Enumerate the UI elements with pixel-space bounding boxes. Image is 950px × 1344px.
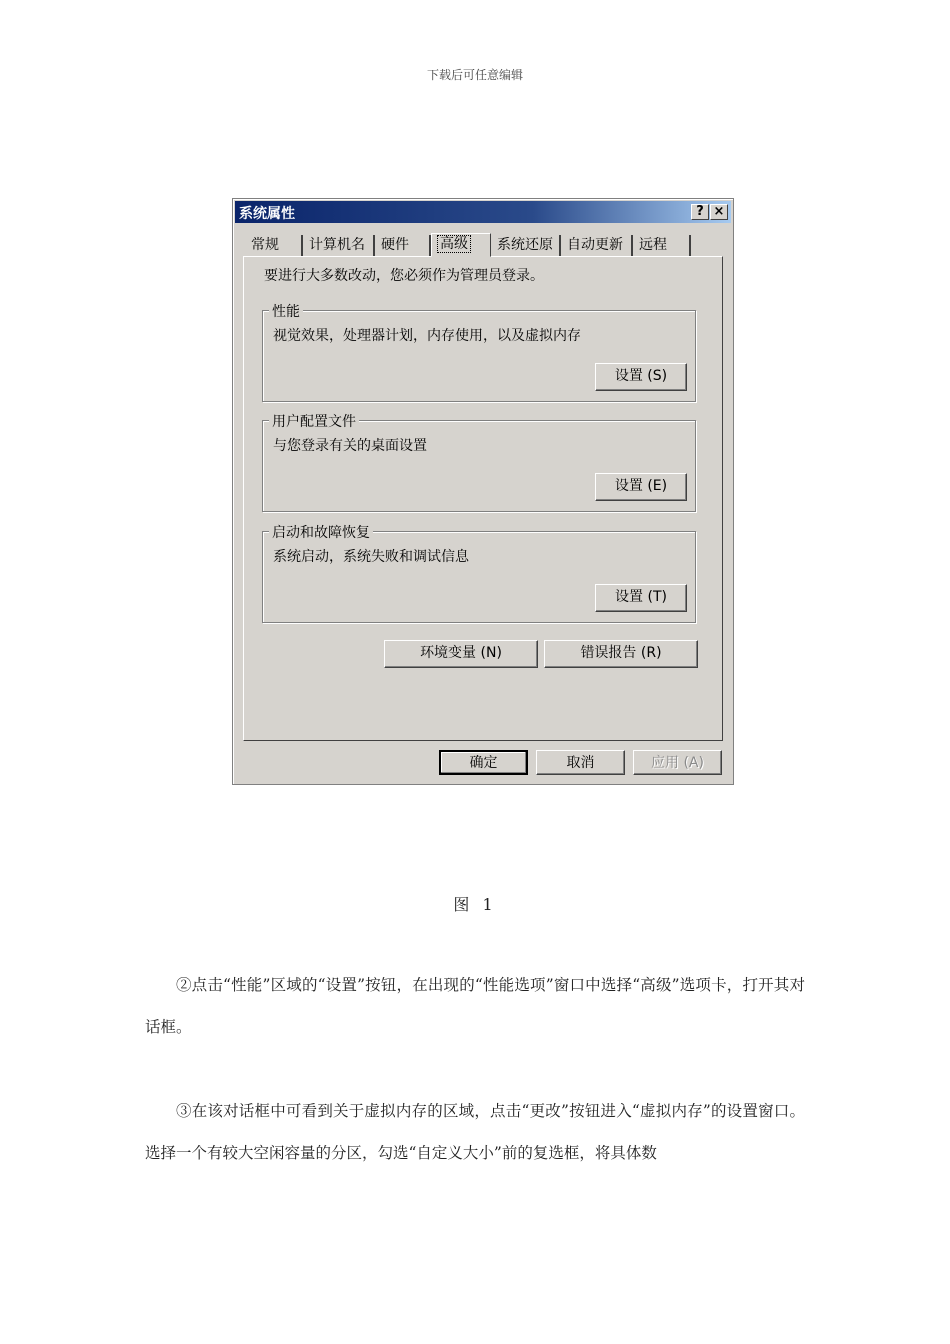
admin-notice: 要进行大多数改动，您必须作为管理员登录。	[264, 268, 544, 284]
environment-variables-button[interactable]: 环境变量 (N)	[384, 640, 538, 668]
tab-automatic-updates[interactable]: 自动更新	[561, 235, 633, 257]
startup-recovery-settings-button[interactable]: 设置 (T)	[595, 584, 687, 612]
user-profiles-settings-button[interactable]: 设置 (E)	[595, 473, 687, 501]
ok-button[interactable]: 确定	[439, 750, 528, 775]
tab-general[interactable]: 常规	[245, 235, 303, 257]
performance-title: 性能	[269, 301, 303, 321]
tab-strip	[245, 233, 721, 257]
tab-remote[interactable]: 远程	[633, 235, 691, 257]
header-note: 下载后可任意编辑	[426, 68, 523, 82]
figure-caption: 图 1	[453, 895, 497, 914]
system-properties-dialog	[232, 198, 734, 785]
help-icon[interactable]: ?	[691, 204, 709, 220]
tab-hardware[interactable]: 硬件	[375, 235, 431, 257]
error-reporting-button[interactable]: 错误报告 (R)	[544, 640, 698, 668]
user-profiles-desc: 与您登录有关的桌面设置	[273, 438, 427, 454]
dialog-title: 系统属性	[239, 206, 295, 222]
performance-settings-button[interactable]: 设置 (S)	[595, 363, 687, 391]
startup-recovery-desc: 系统启动，系统失败和调试信息	[273, 549, 469, 565]
paragraph-step-3: ③在该对话框中可看到关于虚拟内存的区域，点击“更改”按钮进入“虚拟内存”的设置窗口。选择一个有较大空闲容量的分区，勾选“自定义大小”前的复选框，将具体数	[145, 1102, 805, 1162]
performance-group	[262, 304, 696, 402]
close-icon[interactable]: ×	[710, 204, 728, 220]
performance-desc: 视觉效果，处理器计划，内存使用，以及虚拟内存	[273, 328, 581, 344]
user-profiles-title: 用户配置文件	[269, 411, 359, 431]
advanced-panel	[243, 256, 723, 741]
dialog-titlebar[interactable]	[235, 201, 731, 223]
apply-button[interactable]: 应用 (A)	[633, 750, 722, 775]
tab-advanced[interactable]: 高级	[431, 233, 491, 257]
startup-recovery-title: 启动和故障恢复	[269, 522, 373, 542]
startup-recovery-group	[262, 525, 696, 623]
cancel-button[interactable]: 取消	[536, 750, 625, 775]
user-profiles-group	[262, 414, 696, 512]
tab-system-restore[interactable]: 系统还原	[491, 235, 561, 257]
tab-computer-name[interactable]: 计算机名	[303, 235, 375, 257]
paragraph-step-2: ②点击“性能”区域的“设置”按钮，在出现的“性能选项”窗口中选择“高级”选项卡，打开其对话框。	[145, 976, 805, 1036]
